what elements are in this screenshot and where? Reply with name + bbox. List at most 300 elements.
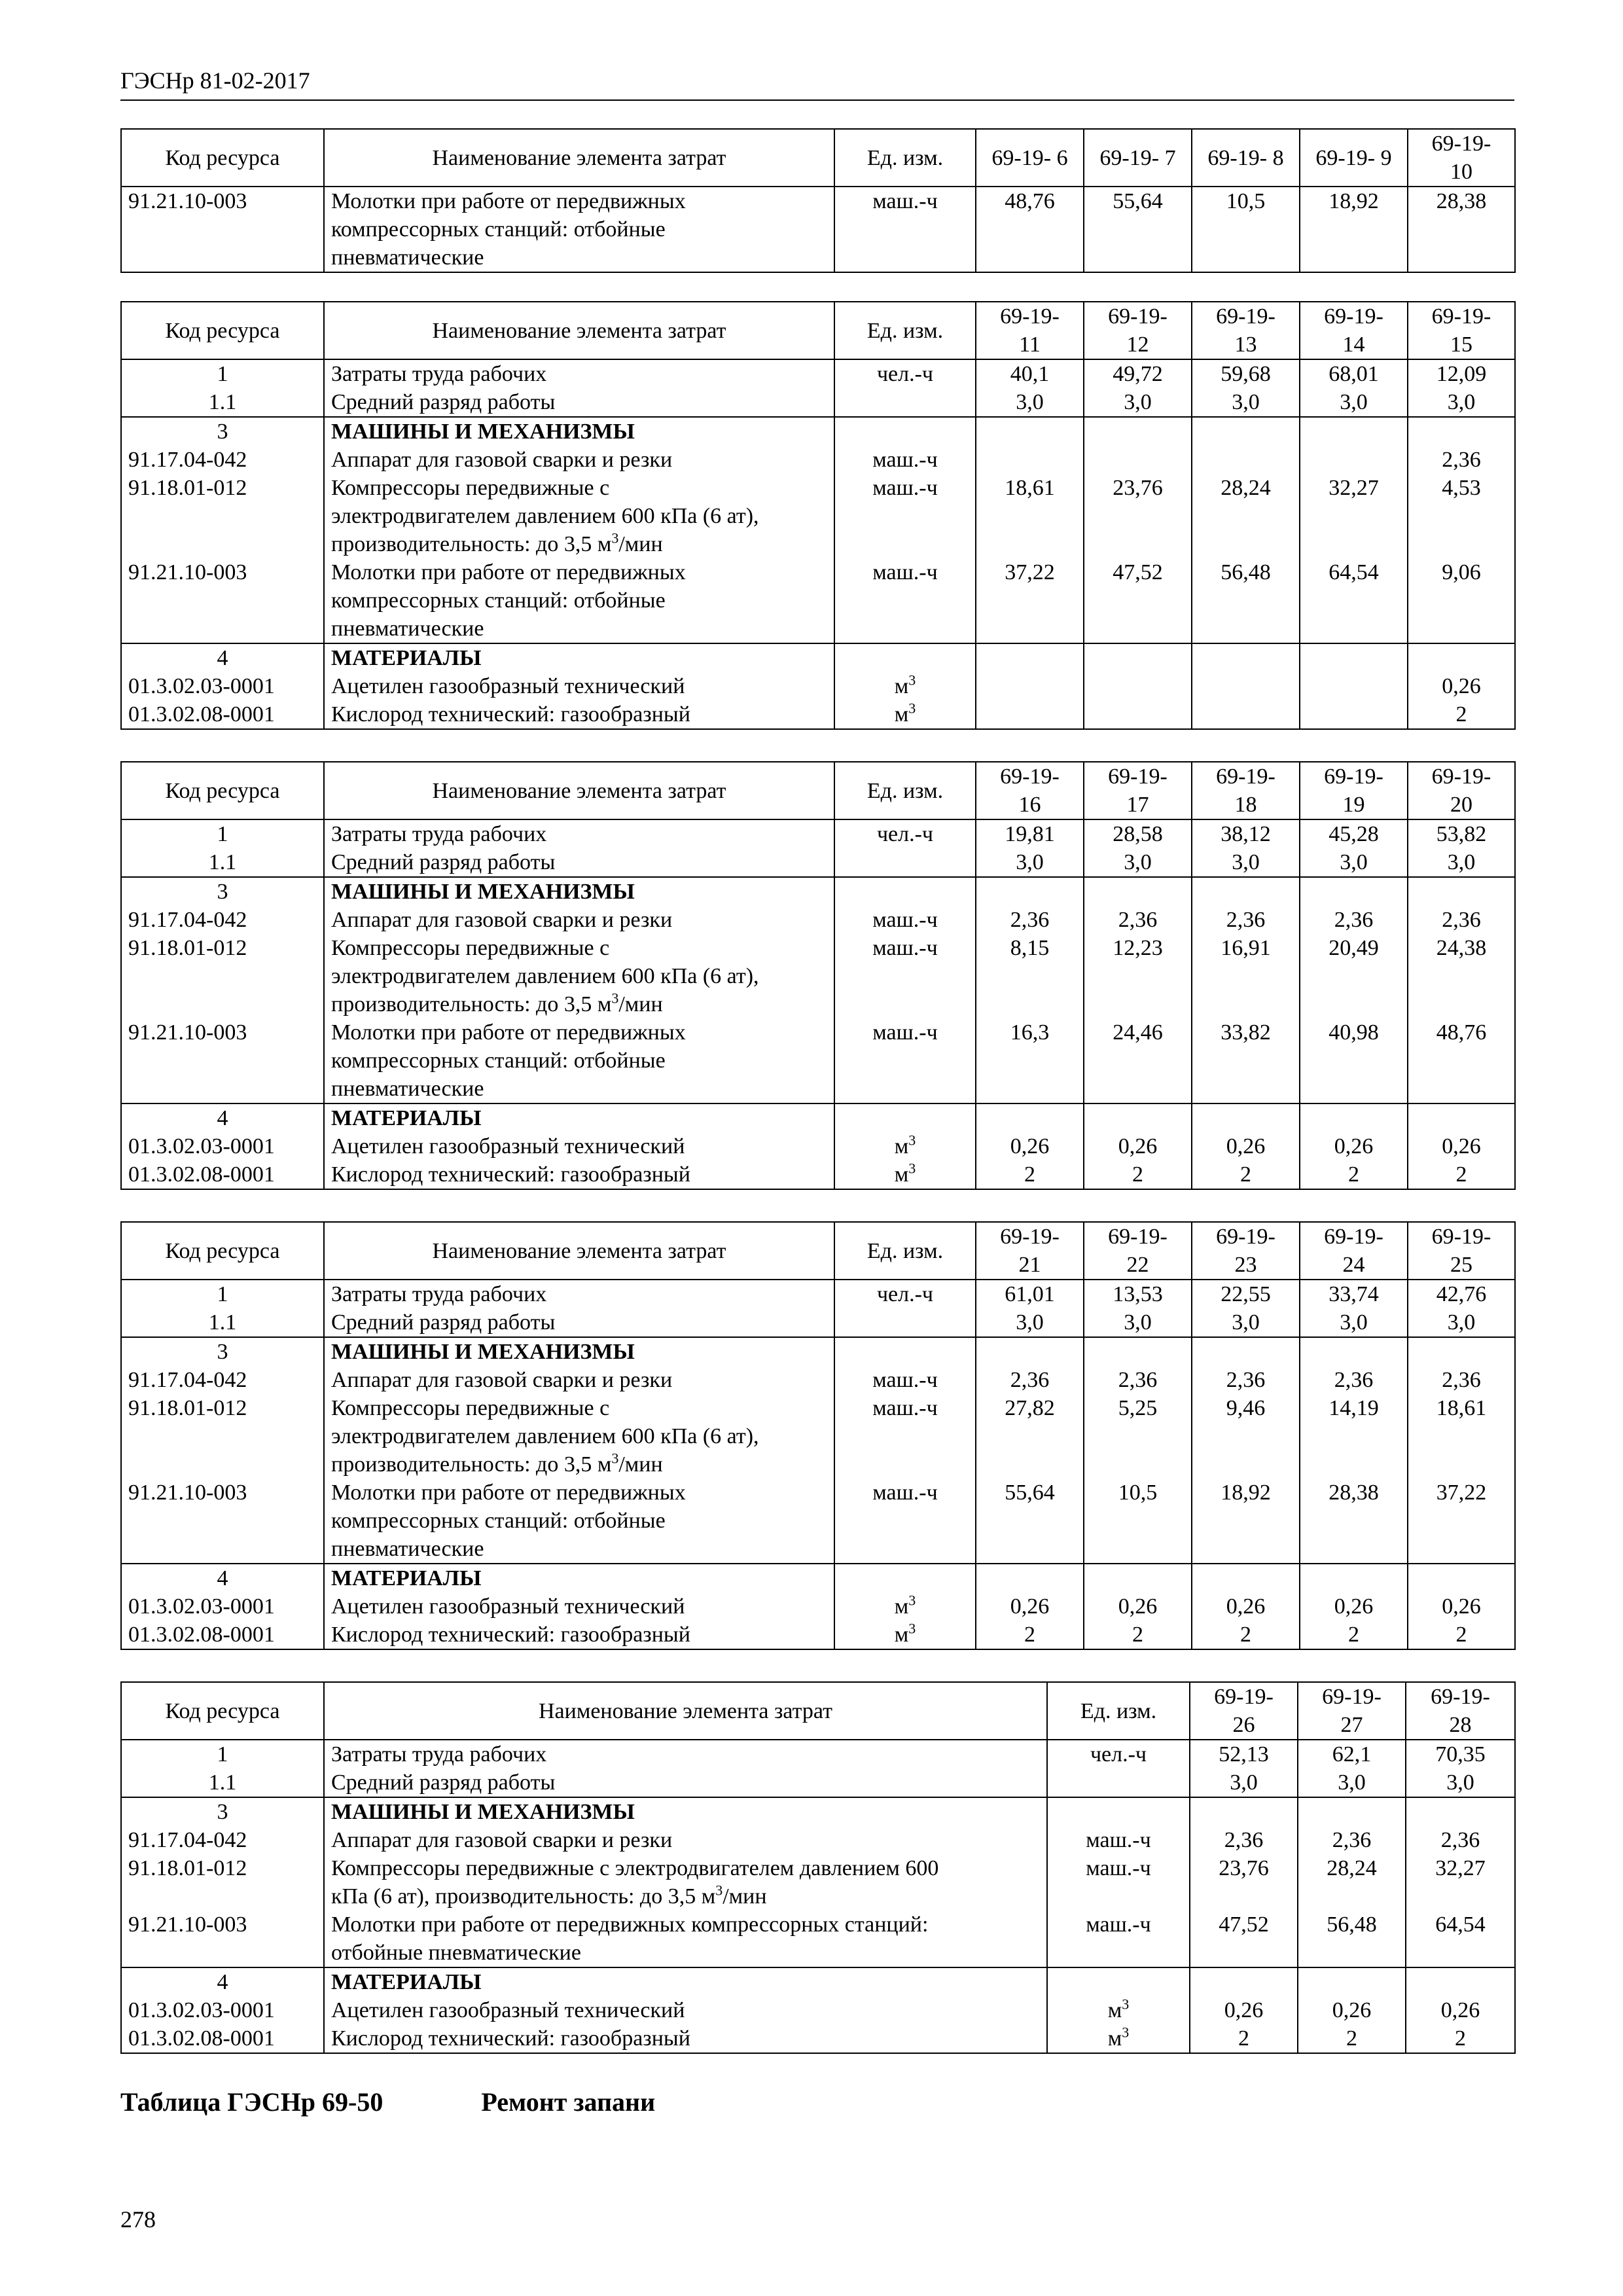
resource-code: 3 <box>121 417 324 446</box>
header-unit: Ед. изм. <box>1047 1682 1190 1740</box>
norm-value <box>1406 1797 1515 1826</box>
table-row <box>121 1394 1515 1479</box>
unit-of-measure: маш.-ч <box>834 1394 976 1479</box>
resource-code: 4 <box>121 1103 324 1132</box>
norm-value: 53,82 <box>1408 819 1515 848</box>
table-row <box>121 1366 1515 1394</box>
norm-value: 18,92 <box>1300 187 1408 272</box>
table-row <box>121 848 1515 877</box>
norm-value: 2 <box>976 1160 1084 1189</box>
table-row <box>121 1280 1515 1308</box>
norm-value <box>976 1564 1084 1592</box>
header-code: Код ресурса <box>121 762 324 819</box>
resource-code: 01.3.02.08-0001 <box>121 700 324 729</box>
header-norm-code: 69-19- 23 <box>1192 1222 1300 1280</box>
cost-element-name: Затраты труда рабочих <box>324 359 834 388</box>
resource-code: 4 <box>121 643 324 672</box>
cost-element-name: МАТЕРИАЛЫ <box>324 1967 1047 1996</box>
table-caption <box>120 2087 655 2117</box>
unit-of-measure: $м^3$ <box>834 672 976 700</box>
norm-value: 0,26 <box>976 1132 1084 1160</box>
cost-element-name: МАТЕРИАЛЫ <box>324 1103 834 1132</box>
header-unit: Ед. изм. <box>834 1222 976 1280</box>
unit-of-measure: $м^3$ <box>834 700 976 729</box>
resource-code: 91.17.04-042 <box>121 1366 324 1394</box>
norm-value: 49,72 <box>1084 359 1192 388</box>
norm-value <box>1300 877 1408 906</box>
norm-value <box>1192 1337 1300 1366</box>
norm-value: 2,36 <box>976 1366 1084 1394</box>
header-norm-code: 69-19- 10 <box>1408 129 1515 187</box>
norm-value: 37,22 <box>1408 1479 1515 1564</box>
unit-of-measure: маш.-ч <box>1047 1910 1190 1967</box>
header-unit: Ед. изм. <box>834 762 976 819</box>
table-row <box>121 388 1515 417</box>
norm-value: 28,24 <box>1192 474 1300 558</box>
norm-value <box>1408 1564 1515 1592</box>
norm-value: 2 <box>1408 1160 1515 1189</box>
table-header-row <box>121 762 1515 819</box>
norm-value: 55,64 <box>1084 187 1192 272</box>
resource-code: 1 <box>121 359 324 388</box>
norm-value <box>1084 877 1192 906</box>
norm-value: 10,5 <box>1192 187 1300 272</box>
norm-value <box>1408 1337 1515 1366</box>
norm-value: 2,36 <box>1408 906 1515 934</box>
cost-element-name: Ацетилен газообразный технический <box>324 672 834 700</box>
header-norm-code: 69-19- 18 <box>1192 762 1300 819</box>
norm-value: 24,38 <box>1408 934 1515 1018</box>
norm-value: 3,0 <box>1190 1768 1298 1797</box>
header-name: Наименование элемента затрат <box>324 762 834 819</box>
header-norm-code: 69-19- 24 <box>1300 1222 1408 1280</box>
norm-value: 27,82 <box>976 1394 1084 1479</box>
norms-table-69-19-21-25 <box>120 1221 1514 1650</box>
norm-value: 2 <box>976 1621 1084 1649</box>
unit-of-measure: $м^3$ <box>834 1132 976 1160</box>
cost-table <box>120 301 1516 730</box>
resource-code: 01.3.02.03-0001 <box>121 1132 324 1160</box>
norm-value: 2 <box>1408 700 1515 729</box>
norm-value: 28,38 <box>1300 1479 1408 1564</box>
norm-value: 42,76 <box>1408 1280 1515 1308</box>
resource-code: 91.21.10-003 <box>121 1479 324 1564</box>
norm-value: 3,0 <box>1298 1768 1406 1797</box>
norm-value: 23,76 <box>1190 1854 1298 1910</box>
norm-value: 0,26 <box>1190 1996 1298 2024</box>
norm-value <box>1190 1797 1298 1826</box>
header-code: Код ресурса <box>121 302 324 359</box>
norm-value: 2,36 <box>1190 1826 1298 1854</box>
table-header-row <box>121 129 1515 187</box>
resource-code: 01.3.02.03-0001 <box>121 672 324 700</box>
header-code: Код ресурса <box>121 1222 324 1280</box>
norm-value <box>1084 1337 1192 1366</box>
cost-element-name: Средний разряд работы <box>324 388 834 417</box>
header-norm-code: 69-19- 16 <box>976 762 1084 819</box>
norms-table-69-19-6-10 <box>120 128 1514 273</box>
resource-code: 3 <box>121 877 324 906</box>
table-header-row <box>121 1222 1515 1280</box>
norm-value: 55,64 <box>976 1479 1084 1564</box>
unit-of-measure <box>834 1103 976 1132</box>
unit-of-measure: маш.-ч <box>834 187 976 272</box>
section-row <box>121 643 1515 672</box>
norm-value: 20,49 <box>1300 934 1408 1018</box>
norm-value: 0,26 <box>1300 1132 1408 1160</box>
cost-element-name: Затраты труда рабочих <box>324 1280 834 1308</box>
header-norm-code: 69-19- 22 <box>1084 1222 1192 1280</box>
unit-of-measure: $м^3$ <box>834 1621 976 1649</box>
norm-value: 2 <box>1190 2024 1298 2053</box>
section-row <box>121 1103 1515 1132</box>
norm-value: 2 <box>1298 2024 1406 2053</box>
header-norm-code: 69-19- 20 <box>1408 762 1515 819</box>
header-norm-code: 69-19- 21 <box>976 1222 1084 1280</box>
norm-value <box>1084 672 1192 700</box>
table-row <box>121 1479 1515 1564</box>
header-norm-code: 69-19- 26 <box>1190 1682 1298 1740</box>
table-row <box>121 1160 1515 1189</box>
resource-code: 4 <box>121 1967 324 1996</box>
norm-value: 0,26 <box>1084 1592 1192 1621</box>
resource-code: 91.18.01-012 <box>121 474 324 558</box>
cost-table <box>120 1221 1516 1650</box>
cost-element-name: Средний разряд работы <box>324 848 834 877</box>
cost-element-name: МАШИНЫ И МЕХАНИЗМЫ <box>324 1797 1047 1826</box>
norm-value: 3,0 <box>1406 1768 1515 1797</box>
header-name: Наименование элемента затрат <box>324 1682 1047 1740</box>
header-unit: Ед. изм. <box>834 129 976 187</box>
unit-of-measure: $м^3$ <box>1047 2024 1190 2053</box>
norm-value: 3,0 <box>1300 388 1408 417</box>
unit-of-measure <box>834 388 976 417</box>
norm-value: 48,76 <box>1408 1018 1515 1103</box>
norm-value: 56,48 <box>1192 558 1300 643</box>
norm-value: 22,55 <box>1192 1280 1300 1308</box>
norm-value: 32,27 <box>1406 1854 1515 1910</box>
cost-element-name: Компрессоры передвижные с электродвигателем давлением 600 кПа (6 ат), производительность: до 3,5 $м^3$/мин <box>324 474 834 558</box>
unit-of-measure <box>834 1337 976 1366</box>
norm-value: 0,26 <box>1408 1132 1515 1160</box>
norm-value: 0,26 <box>1406 1996 1515 2024</box>
table-row <box>121 187 1515 272</box>
unit-of-measure <box>834 417 976 446</box>
norm-value: 33,82 <box>1192 1018 1300 1103</box>
table-row <box>121 1740 1515 1768</box>
norm-value: 0,26 <box>1298 1996 1406 2024</box>
norm-value: 8,15 <box>976 934 1084 1018</box>
cost-element-name: Аппарат для газовой сварки и резки <box>324 1366 834 1394</box>
norm-value <box>976 700 1084 729</box>
norm-value: 0,26 <box>1408 672 1515 700</box>
norm-value <box>1408 417 1515 446</box>
header-norm-code: 69-19- 9 <box>1300 129 1408 187</box>
norm-value <box>976 1337 1084 1366</box>
norm-value: 3,0 <box>1084 1308 1192 1337</box>
norm-value: 9,46 <box>1192 1394 1300 1479</box>
norm-value <box>1408 1103 1515 1132</box>
resource-code: 1 <box>121 1740 324 1768</box>
norm-value: 16,91 <box>1192 934 1300 1018</box>
cost-element-name: Кислород технический: газообразный <box>324 1621 834 1649</box>
resource-code: 01.3.02.08-0001 <box>121 1160 324 1189</box>
section-row <box>121 1967 1515 1996</box>
section-row <box>121 1564 1515 1592</box>
norm-value: 0,26 <box>1408 1592 1515 1621</box>
norm-value: 9,06 <box>1408 558 1515 643</box>
norm-value: 2,36 <box>976 906 1084 934</box>
norm-value <box>1192 446 1300 474</box>
unit-of-measure <box>834 1564 976 1592</box>
resource-code: 1 <box>121 819 324 848</box>
table-row <box>121 558 1515 643</box>
norm-value <box>1190 1967 1298 1996</box>
norm-value <box>1192 877 1300 906</box>
cost-element-name: Кислород технический: газообразный <box>324 700 834 729</box>
norm-value: 2 <box>1408 1621 1515 1649</box>
norm-value: 56,48 <box>1298 1910 1406 1967</box>
norm-value: 5,25 <box>1084 1394 1192 1479</box>
norm-value: 2,36 <box>1408 1366 1515 1394</box>
unit-of-measure: $м^3$ <box>834 1160 976 1189</box>
cost-table <box>120 761 1516 1190</box>
norm-value: 40,98 <box>1300 1018 1408 1103</box>
header-norm-code: 69-19- 19 <box>1300 762 1408 819</box>
resource-code: 1.1 <box>121 388 324 417</box>
header-norm-code: 69-19- 6 <box>976 129 1084 187</box>
norm-value: 47,52 <box>1190 1910 1298 1967</box>
norm-value: 33,74 <box>1300 1280 1408 1308</box>
resource-code: 1.1 <box>121 1768 324 1797</box>
unit-of-measure: маш.-ч <box>834 446 976 474</box>
resource-code: 01.3.02.03-0001 <box>121 1592 324 1621</box>
resource-code: 3 <box>121 1337 324 1366</box>
norm-value <box>976 672 1084 700</box>
table-row <box>121 1826 1515 1854</box>
resource-code: 91.21.10-003 <box>121 187 324 272</box>
cost-element-name: Кислород технический: газообразный <box>324 1160 834 1189</box>
cost-element-name: Молотки при работе от передвижных компрессорных станций: отбойные пневматические <box>324 558 834 643</box>
table-row <box>121 1621 1515 1649</box>
unit-of-measure <box>1047 1797 1190 1826</box>
unit-of-measure: чел.-ч <box>834 1280 976 1308</box>
norm-value: 59,68 <box>1192 359 1300 388</box>
norm-value: 24,46 <box>1084 1018 1192 1103</box>
norm-value <box>1192 417 1300 446</box>
resource-code: 91.17.04-042 <box>121 446 324 474</box>
table-row <box>121 1910 1515 1967</box>
norm-value: 28,58 <box>1084 819 1192 848</box>
norm-value: 47,52 <box>1084 558 1192 643</box>
norm-value: 68,01 <box>1300 359 1408 388</box>
norm-value: 3,0 <box>976 848 1084 877</box>
norm-value <box>1300 417 1408 446</box>
cost-element-name: МАШИНЫ И МЕХАНИЗМЫ <box>324 417 834 446</box>
cost-element-name: МАШИНЫ И МЕХАНИЗМЫ <box>324 1337 834 1366</box>
norm-value: 3,0 <box>1408 1308 1515 1337</box>
norm-value <box>976 417 1084 446</box>
header-norm-code: 69-19- 27 <box>1298 1682 1406 1740</box>
header-code: Код ресурса <box>121 1682 324 1740</box>
norm-value: 0,26 <box>1300 1592 1408 1621</box>
resource-code: 91.21.10-003 <box>121 1910 324 1967</box>
norm-value: 64,54 <box>1406 1910 1515 1967</box>
norm-value <box>1298 1797 1406 1826</box>
norm-value <box>976 877 1084 906</box>
norm-value: 10,5 <box>1084 1479 1192 1564</box>
norm-value <box>1300 643 1408 672</box>
resource-code: 01.3.02.03-0001 <box>121 1996 324 2024</box>
norm-value: 19,81 <box>976 819 1084 848</box>
table-row <box>121 672 1515 700</box>
cost-element-name: МАШИНЫ И МЕХАНИЗМЫ <box>324 877 834 906</box>
norm-value <box>1084 446 1192 474</box>
header-name: Наименование элемента затрат <box>324 129 834 187</box>
norm-value: 2,36 <box>1406 1826 1515 1854</box>
norm-value <box>1408 643 1515 672</box>
unit-of-measure: чел.-ч <box>834 359 976 388</box>
cost-element-name: МАТЕРИАЛЫ <box>324 643 834 672</box>
cost-element-name: Компрессоры передвижные с электродвигателем давлением 600 кПа (6 ат), производительность: до 3,5 $м^3$/мин <box>324 934 834 1018</box>
norm-value: 0,26 <box>1192 1132 1300 1160</box>
norm-value <box>1300 446 1408 474</box>
header-norm-code: 69-19- 28 <box>1406 1682 1515 1740</box>
norm-value: 2,36 <box>1298 1826 1406 1854</box>
cost-element-name: МАТЕРИАЛЫ <box>324 1564 834 1592</box>
cost-element-name: Компрессоры передвижные с электродвигателем давлением 600 кПа (6 ат), производительность: до 3,5 $м^3$/мин <box>324 1854 1047 1910</box>
unit-of-measure: маш.-ч <box>834 1018 976 1103</box>
cost-element-name: Молотки при работе от передвижных компрессорных станций: отбойные пневматические <box>324 187 834 272</box>
cost-element-name: Ацетилен газообразный технический <box>324 1132 834 1160</box>
unit-of-measure <box>834 848 976 877</box>
resource-code: 91.21.10-003 <box>121 1018 324 1103</box>
norm-value: 3,0 <box>976 388 1084 417</box>
table-row <box>121 1996 1515 2024</box>
norm-value: 18,61 <box>1408 1394 1515 1479</box>
header-norm-code: 69-19- 14 <box>1300 302 1408 359</box>
norm-value: 40,1 <box>976 359 1084 388</box>
table-row <box>121 474 1515 558</box>
norm-value: 2 <box>1084 1621 1192 1649</box>
norm-value: 2,36 <box>1084 1366 1192 1394</box>
table-row <box>121 1768 1515 1797</box>
norm-value: 14,19 <box>1300 1394 1408 1479</box>
norm-value <box>1298 1967 1406 1996</box>
norm-value: 3,0 <box>1300 848 1408 877</box>
table-header-row <box>121 1682 1515 1740</box>
cost-element-name: Компрессоры передвижные с электродвигателем давлением 600 кПа (6 ат), производительность: до 3,5 $м^3$/мин <box>324 1394 834 1479</box>
header-norm-code: 69-19- 12 <box>1084 302 1192 359</box>
norm-value: 32,27 <box>1300 474 1408 558</box>
norm-value: 3,0 <box>1084 848 1192 877</box>
norm-value <box>1084 1103 1192 1132</box>
norm-value <box>1300 1103 1408 1132</box>
norm-value: 2,36 <box>1408 446 1515 474</box>
norm-value <box>1192 1564 1300 1592</box>
norm-value <box>1406 1967 1515 1996</box>
unit-of-measure: маш.-ч <box>834 1366 976 1394</box>
header-norm-code: 69-19- 7 <box>1084 129 1192 187</box>
norm-value <box>976 643 1084 672</box>
norm-value <box>1084 1564 1192 1592</box>
unit-of-measure <box>834 1308 976 1337</box>
cost-element-name: Ацетилен газообразный технический <box>324 1996 1047 2024</box>
table-label: Таблица ГЭСНр 69-50 <box>120 2087 383 2117</box>
resource-code: 91.18.01-012 <box>121 934 324 1018</box>
norm-value: 16,3 <box>976 1018 1084 1103</box>
unit-of-measure: маш.-ч <box>1047 1854 1190 1910</box>
cost-element-name: Средний разряд работы <box>324 1308 834 1337</box>
norm-value: 3,0 <box>1192 388 1300 417</box>
resource-code: 91.17.04-042 <box>121 906 324 934</box>
norm-value: 3,0 <box>1192 848 1300 877</box>
norm-value: 0,26 <box>1084 1132 1192 1160</box>
cost-table <box>120 1681 1516 2054</box>
table-row <box>121 1308 1515 1337</box>
header-unit: Ед. изм. <box>834 302 976 359</box>
resource-code: 01.3.02.08-0001 <box>121 1621 324 1649</box>
norm-value: 4,53 <box>1408 474 1515 558</box>
norm-value: 3,0 <box>1408 848 1515 877</box>
norm-value: 3,0 <box>1192 1308 1300 1337</box>
header-norm-code: 69-19- 17 <box>1084 762 1192 819</box>
table-header-row <box>121 302 1515 359</box>
table-row <box>121 934 1515 1018</box>
norm-value: 18,61 <box>976 474 1084 558</box>
resource-code: 91.17.04-042 <box>121 1826 324 1854</box>
table-row <box>121 1132 1515 1160</box>
norm-value <box>1192 1103 1300 1132</box>
cost-element-name: Аппарат для газовой сварки и резки <box>324 906 834 934</box>
norm-value: 45,28 <box>1300 819 1408 848</box>
table-row <box>121 446 1515 474</box>
cost-element-name: Затраты труда рабочих <box>324 1740 1047 1768</box>
unit-of-measure: чел.-ч <box>834 819 976 848</box>
norm-value: 48,76 <box>976 187 1084 272</box>
header-code: Код ресурса <box>121 129 324 187</box>
unit-of-measure <box>1047 1768 1190 1797</box>
norm-value: 23,76 <box>1084 474 1192 558</box>
cost-element-name: Молотки при работе от передвижных компрессорных станций: отбойные пневматические <box>324 1910 1047 1967</box>
section-row <box>121 1797 1515 1826</box>
cost-element-name: Затраты труда рабочих <box>324 819 834 848</box>
norm-value: 2,36 <box>1192 906 1300 934</box>
norm-value <box>976 1103 1084 1132</box>
header-norm-code: 69-19- 13 <box>1192 302 1300 359</box>
norm-value: 2,36 <box>1192 1366 1300 1394</box>
section-row <box>121 877 1515 906</box>
resource-code: 3 <box>121 1797 324 1826</box>
norm-value: 52,13 <box>1190 1740 1298 1768</box>
header-name: Наименование элемента затрат <box>324 1222 834 1280</box>
norm-value: 3,0 <box>1408 388 1515 417</box>
table-row <box>121 1854 1515 1910</box>
unit-of-measure: чел.-ч <box>1047 1740 1190 1768</box>
resource-code: 4 <box>121 1564 324 1592</box>
unit-of-measure <box>834 643 976 672</box>
cost-element-name: Ацетилен газообразный технический <box>324 1592 834 1621</box>
cost-table <box>120 128 1516 273</box>
unit-of-measure: маш.-ч <box>834 906 976 934</box>
norm-value: 64,54 <box>1300 558 1408 643</box>
unit-of-measure: $м^3$ <box>1047 1996 1190 2024</box>
norm-value <box>1084 417 1192 446</box>
norm-value: 62,1 <box>1298 1740 1406 1768</box>
norm-value: 70,35 <box>1406 1740 1515 1768</box>
norm-value <box>1192 700 1300 729</box>
norm-value <box>1300 1564 1408 1592</box>
